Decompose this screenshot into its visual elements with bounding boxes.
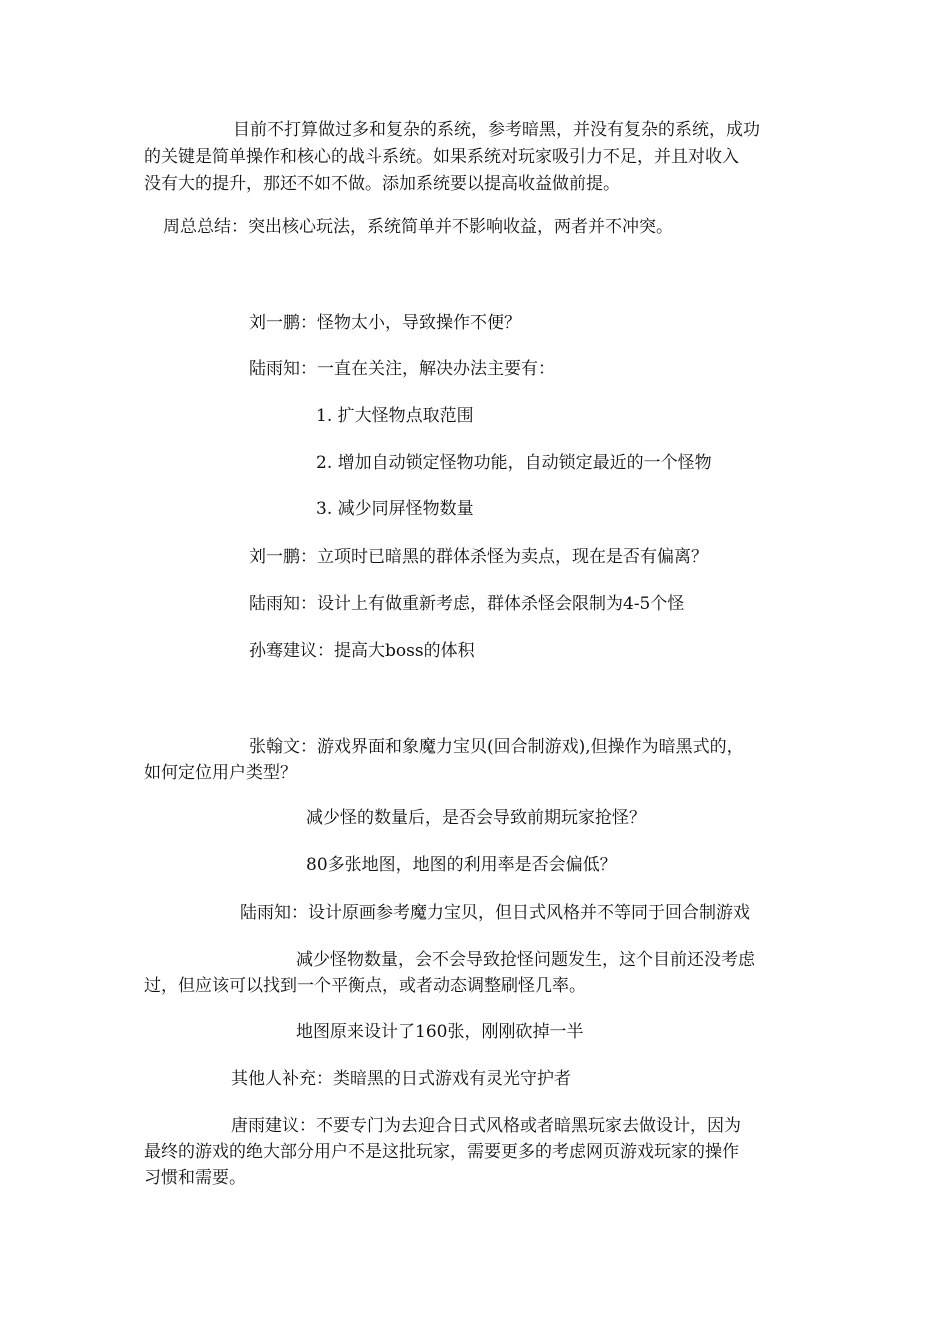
- tang-suggestion-line-1: 唐雨建议：不要专门为去迎合日式风格或者暗黑玩家去做设计，因为: [231, 1116, 741, 1136]
- summary-paragraph: 周总总结：突出核心玩法，系统简单并不影响收益，两者并不冲突。: [163, 217, 673, 237]
- intro-line-1: 目前不打算做过多和复杂的系统，参考暗黑，并没有复杂的系统，成功: [233, 120, 760, 140]
- lu-answer-design: 陆雨知：设计原画参考魔力宝贝，但日式风格并不等同于回合制游戏: [240, 903, 750, 923]
- zhang-question-3: 80多张地图，地图的利用率是否会偏低？: [306, 855, 617, 875]
- sun-suggestion: 孙骞建议：提高大boss的体积: [249, 641, 475, 661]
- lu-answer-2: 陆雨知：设计上有做重新考虑，群体杀怪会限制为4-5个怪: [249, 594, 685, 614]
- tang-suggestion-line-3: 习惯和需要。: [144, 1168, 246, 1188]
- lu-answer-monsters-line-2: 过，但应该可以找到一个平衡点，或者动态调整刷怪几率。: [144, 976, 586, 996]
- liu-question-2: 刘一鹏：立项时已暗黑的群体杀怪为卖点，现在是否有偏离？: [249, 547, 708, 567]
- intro-line-3: 没有大的提升，那还不如不做。添加系统要以提高收益做前提。: [144, 174, 620, 194]
- others-supplement: 其他人补充：类暗黑的日式游戏有灵光守护者: [231, 1069, 571, 1089]
- tang-suggestion-line-2: 最终的游戏的绝大部分用户不是这批玩家，需要更多的考虑网页游戏玩家的操作: [144, 1142, 739, 1162]
- list-item: 2. 增加自动锁定怪物功能，自动锁定最近的一个怪物: [316, 453, 712, 473]
- list-item: 1. 扩大怪物点取范围: [316, 406, 474, 426]
- liu-question-1: 刘一鹏：怪物太小，导致操作不便？: [249, 313, 521, 333]
- lu-answer-1: 陆雨知：一直在关注，解决办法主要有：: [249, 359, 555, 379]
- lu-answer-monsters-line-1: 减少怪物数量，会不会导致抢怪问题发生，这个目前还没考虑: [296, 950, 755, 970]
- list-item: 3. 减少同屏怪物数量: [316, 499, 474, 519]
- intro-line-2: 的关键是简单操作和核心的战斗系统。如果系统对玩家吸引力不足，并且对收入: [144, 147, 739, 167]
- lu-answer-maps: 地图原来设计了160张，刚刚砍掉一半: [296, 1022, 584, 1042]
- zhang-question-line-1: 张翰文：游戏界面和象魔力宝贝(回合制游戏),但操作为暗黑式的，: [249, 737, 744, 757]
- zhang-question-line-2: 如何定位用户类型？: [144, 763, 297, 783]
- zhang-question-2: 减少怪的数量后，是否会导致前期玩家抢怪？: [306, 808, 646, 828]
